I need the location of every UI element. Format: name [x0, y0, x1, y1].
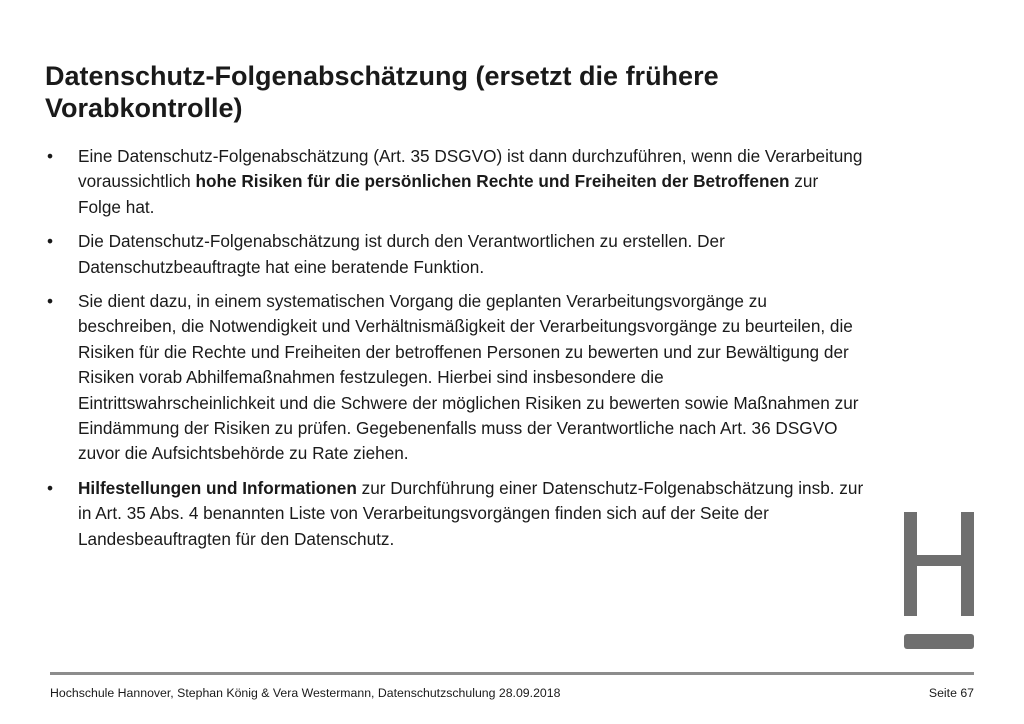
bullet-item-1: [45, 144, 865, 220]
bullet-dot-icon: •: [47, 146, 54, 166]
title-line-2: Vorabkontrolle): [45, 93, 243, 123]
bullet-4-text: zur Durchführung einer Datenschutz-Folgenabschätzung insb. zur in Art. 35 Abs. 4 benannten Liste von Verarbeitungsvorgängen finden sich auf der Seite der Landesbeauftragten für den Datenschutz.: [78, 477, 864, 549]
bullet-4-bold-text: Hilfestellungen und Informationen: [78, 477, 357, 498]
bullet-2-text: Die Datenschutz-Folgenabschätzung ist durch den Verantwortlichen zu erstellen. Der Datenschutzbeauftragte hat eine beratende Funktion.: [78, 231, 725, 277]
page-number: Seite 67: [928, 686, 974, 700]
slide-title: [45, 60, 845, 124]
bullet-list: [45, 144, 865, 561]
footer-credits: Hochschule Hannover, Stephan König & Vera Westermann, Datenschutzschulung 28.09.2018: [50, 686, 561, 700]
bullet-item-2: [45, 229, 865, 280]
footer-divider: [50, 672, 974, 675]
bullet-1-text-end: zur Folge hat.: [78, 171, 819, 217]
bullet-dot-icon: •: [47, 477, 54, 498]
bullet-dot-icon: •: [47, 291, 54, 312]
hochschule-h-logo-icon: [904, 512, 974, 652]
bullet-1-text: Eine Datenschutz-Folgenabschätzung (Art. 35 DSGVO) ist dann durchzuführen, wenn die Verarbeitung voraussichtlich: [78, 146, 863, 192]
logo-underline-bar: [904, 634, 974, 649]
bullet-item-3: [45, 289, 865, 467]
logo-cross-bar: [904, 555, 974, 566]
bullet-item-4: [45, 476, 865, 552]
bullet-3-text: Sie dient dazu, in einem systematischen Vorgang die geplanten Verarbeitungsvorgänge zu beschreiben, die Notwendigkeit und Verhältnismäßigkeit der Verarbeitungsvorgänge zu beurteilen, die Risiken für die Rechte und Freiheiten der betroffenen Personen zu bewerten und zur Bewältigung der Risiken vorab Abhilfemaßnahmen festzulegen. Hierbei sind insbesondere die Eintrittswahrscheinlichkeit und die Schwere der möglichen Risiken zu bewerten sowie Maßnahmen zur Eindämmung der Risiken zu prüfen. Gegebenenfalls muss der Verantwortliche nach Art. 36 DSGVO zuvor die Aufsichtsbehörde zu Rate ziehen.: [78, 291, 859, 464]
title-line-1: Datenschutz-Folgenabschätzung (ersetzt die frühere: [45, 61, 719, 91]
bullet-1-bold-text: hohe Risiken für die persönlichen Rechte und Freiheiten der Betroffenen: [195, 171, 790, 192]
bullet-dot-icon: •: [47, 231, 54, 252]
